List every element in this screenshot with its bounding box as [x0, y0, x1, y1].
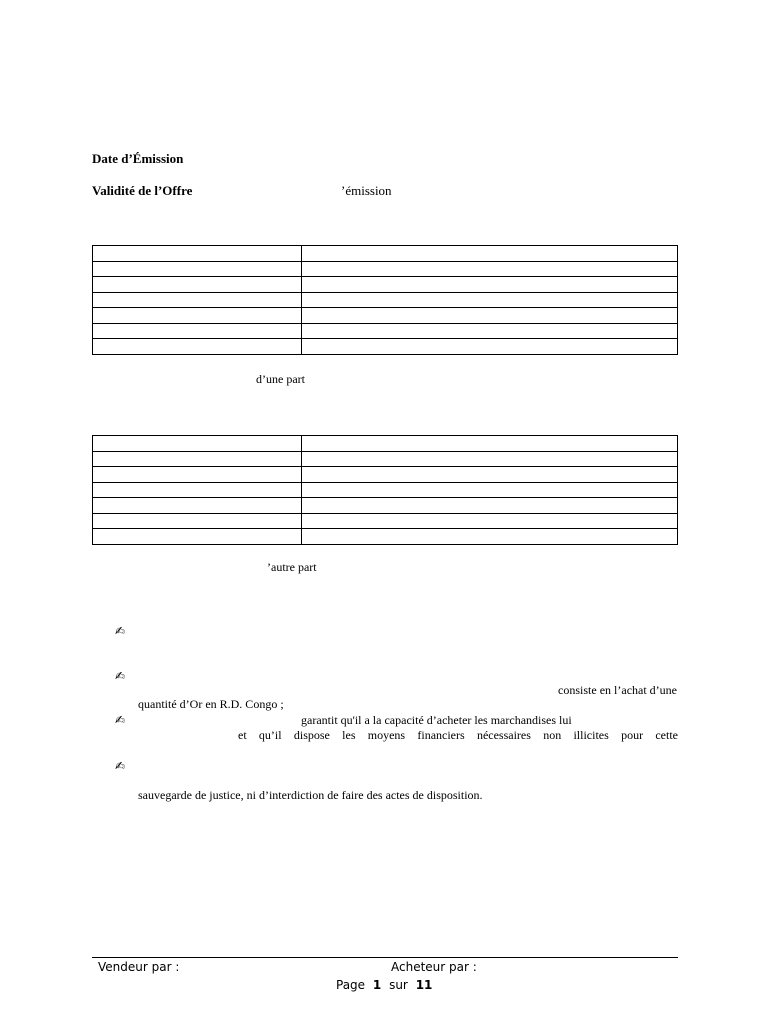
table-cell	[93, 529, 302, 545]
clause-4-line-2: sauvegarde de justice, ni d’interdiction de faire des actes de disposition.	[138, 788, 483, 802]
table-cell	[302, 323, 678, 339]
table-row	[93, 292, 678, 308]
table-cell	[302, 529, 678, 545]
table-cell	[93, 246, 302, 262]
table-cell	[93, 436, 302, 452]
table-cell	[93, 513, 302, 529]
table-cell	[302, 339, 678, 355]
page-word: Page	[336, 978, 366, 992]
table-cell	[302, 308, 678, 324]
clause-3-line-1: garantit qu'il a la capacité d’acheter les marchandises lui	[301, 713, 572, 727]
table-cell	[302, 451, 678, 467]
table-row	[93, 339, 678, 355]
table-cell	[93, 277, 302, 293]
writing-hand-icon: ✍	[115, 759, 126, 773]
table-cell	[93, 482, 302, 498]
table-row	[93, 467, 678, 483]
table-row	[93, 451, 678, 467]
party-two-closing: ’autre part	[267, 560, 317, 574]
table-cell	[93, 339, 302, 355]
date-emission-label: Date d’Émission	[92, 151, 184, 166]
clause-2-line-2: quantité d’Or en R.D. Congo ;	[138, 697, 284, 711]
page-total: 11	[415, 978, 433, 992]
table-cell	[93, 292, 302, 308]
table-cell	[93, 498, 302, 514]
table-row	[93, 261, 678, 277]
clause-2-line-1-end: consiste en l’achat d’une	[558, 683, 677, 697]
table-cell	[93, 308, 302, 324]
table-row	[93, 498, 678, 514]
writing-hand-icon: ✍	[115, 669, 126, 683]
table-cell	[93, 323, 302, 339]
table-cell	[302, 246, 678, 262]
of-word: sur	[389, 978, 408, 992]
table-cell	[302, 277, 678, 293]
table-cell	[302, 292, 678, 308]
table-row	[93, 436, 678, 452]
vendor-label: Vendeur par :	[98, 960, 180, 974]
party-one-table	[92, 245, 678, 355]
table-cell	[302, 482, 678, 498]
validity-label: Validité de l’Offre	[92, 183, 193, 198]
table-row	[93, 246, 678, 262]
writing-hand-icon: ✍	[115, 624, 126, 638]
buyer-label: Acheteur par :	[391, 960, 477, 974]
table-cell	[302, 498, 678, 514]
table-row	[93, 277, 678, 293]
table-cell	[302, 513, 678, 529]
writing-hand-icon: ✍	[115, 713, 126, 727]
footer-rule	[92, 957, 678, 958]
table-cell	[93, 451, 302, 467]
clause-3-line-2: et qu’il dispose les moyens financiers nécessaires non illicites pour cette	[238, 728, 678, 742]
table-row	[93, 513, 678, 529]
table-row	[93, 529, 678, 545]
table-cell	[93, 467, 302, 483]
table-row	[93, 308, 678, 324]
party-one-closing: d’une part	[256, 372, 305, 386]
table-cell	[302, 436, 678, 452]
page-number: 1	[372, 978, 382, 992]
page-indicator	[336, 978, 432, 992]
table-cell	[93, 261, 302, 277]
table-row	[93, 323, 678, 339]
table-cell	[302, 467, 678, 483]
table-cell	[302, 261, 678, 277]
validity-value: ’émission	[341, 183, 392, 198]
party-two-table	[92, 435, 678, 545]
table-row	[93, 482, 678, 498]
